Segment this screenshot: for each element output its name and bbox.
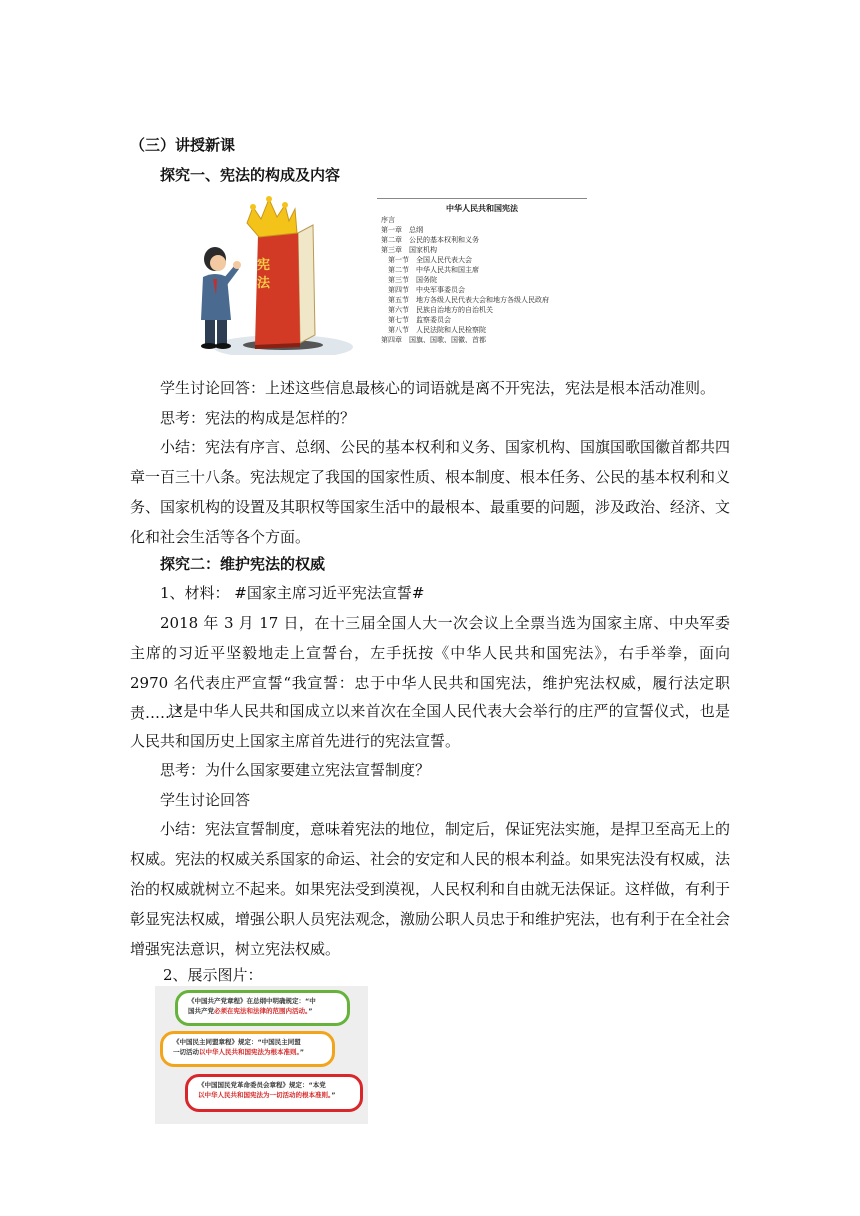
- discussion-answer-1: 学生讨论回答：上述这些信息最核心的词语就是离不开宪法，宪法是根本活动准则。: [160, 379, 716, 397]
- constitution-toc-image: [377, 196, 587, 356]
- summary-1: 小结：宪法有序言、总纲、公民的基本权利和义务、国家机构、国旗国歌国徽首都共四章一百三十八条。宪法规定了我国的国家性质、根本制度、根本任务、公民的基本权利和义务、国家机构的设置及其职权等国家生活中的最根本、最重要的问题，涉及政治、经济、文化和社会生活等各个方面。: [130, 438, 731, 546]
- inquiry1-title: 探究一、宪法的构成及内容: [160, 166, 341, 184]
- ccp-charter-bubble: 《中国共产党章程》在总纲中明确规定：“中 国共产党必须在宪法和法律的范围内活动。”: [175, 990, 350, 1026]
- discussion-answer-2: 学生讨论回答: [160, 791, 251, 809]
- toc-item: 第一章 总纲: [381, 226, 423, 234]
- revolutionary-committee-charter-bubble: 《中国国民党革命委员会章程》规定：“本党 以中华人民共和国宪法为一切活动的根本准则。”: [185, 1074, 363, 1112]
- oath-paragraph: 2018 年 3 月 17 日，在十三届全国人大一次会议上全票当选为国家主席、中央军委主席的习近平坚毅地走上宣誓台，左手抚按《中华人民共和国宪法》，右手举拳，面向 2970 名代表庄严宣誓“我宣誓：忠于中华人民共和国宪法，维护宪法权威，履行法定职责……”: [130, 614, 730, 722]
- party-charters-image: [155, 986, 368, 1124]
- material-line: 1、材料： #国家主席习近平宪法宣誓#: [160, 584, 425, 602]
- think-question-2: 思考：为什么国家要建立宪法宣誓制度？: [160, 761, 431, 779]
- think-question-1: 思考：宪法的构成是怎样的？: [160, 409, 356, 427]
- toc-item: 第四章 国旗、国歌、国徽、首都: [381, 336, 486, 344]
- show-images-line: 2、展示图片：: [163, 966, 263, 984]
- toc-title: 中华人民共和国宪法: [446, 203, 518, 213]
- book-label: 宪法: [257, 258, 271, 291]
- toc-item: 第二节 中华人民共和国主席: [381, 266, 479, 274]
- toc-rule: [377, 198, 587, 199]
- democratic-league-charter-bubble: 《中国民主同盟章程》规定：“中国民主同盟 一切活动以中华人民共和国宪法为根本准则。”: [160, 1031, 335, 1067]
- toc-item: 第五节 地方各级人民代表大会和地方各级人民政府: [381, 296, 549, 304]
- toc-item: 第七节 监察委员会: [381, 316, 451, 324]
- toc-item: 第三章 国家机构: [381, 246, 437, 254]
- toc-item: 第三节 国务院: [381, 276, 437, 284]
- toc-item: 第四节 中央军事委员会: [381, 286, 465, 294]
- constitution-cartoon-image: [163, 195, 353, 355]
- toc-item: 第八节 人民法院和人民检察院: [381, 326, 486, 334]
- first-oath-paragraph: 这是中华人民共和国成立以来首次在全国人民代表大会举行的庄严的宣誓仪式，也是人民共和国历史上国家主席首先进行的宪法宣誓。: [130, 702, 730, 750]
- toc-item: 序言: [381, 216, 395, 224]
- toc-item: 第二章 公民的基本权利和义务: [381, 236, 479, 244]
- summary-2: 小结：宪法宣誓制度，意味着宪法的地位，制定后，保证宪法实施，是捍卫至高无上的权威。宪法的权威关系国家的命运、社会的安定和人民的根本利益。如果宪法没有权威，法治的权威就树立不起来。如果宪法受到漠视，人民权利和自由就无法保证。这样做，有利于彰显宪法权威，增强公职人员宪法观念，激励公职人员忠于和维护宪法，也有利于在全社会增强宪法意识，树立宪法权威。: [130, 820, 731, 958]
- section-heading: （三）讲授新课: [130, 136, 236, 154]
- toc-item: 第一节 全国人民代表大会: [381, 256, 472, 264]
- inquiry2-title: 探究二：维护宪法的权威: [160, 555, 326, 573]
- toc-item: 第六节 民族自治地方的自治机关: [381, 306, 493, 314]
